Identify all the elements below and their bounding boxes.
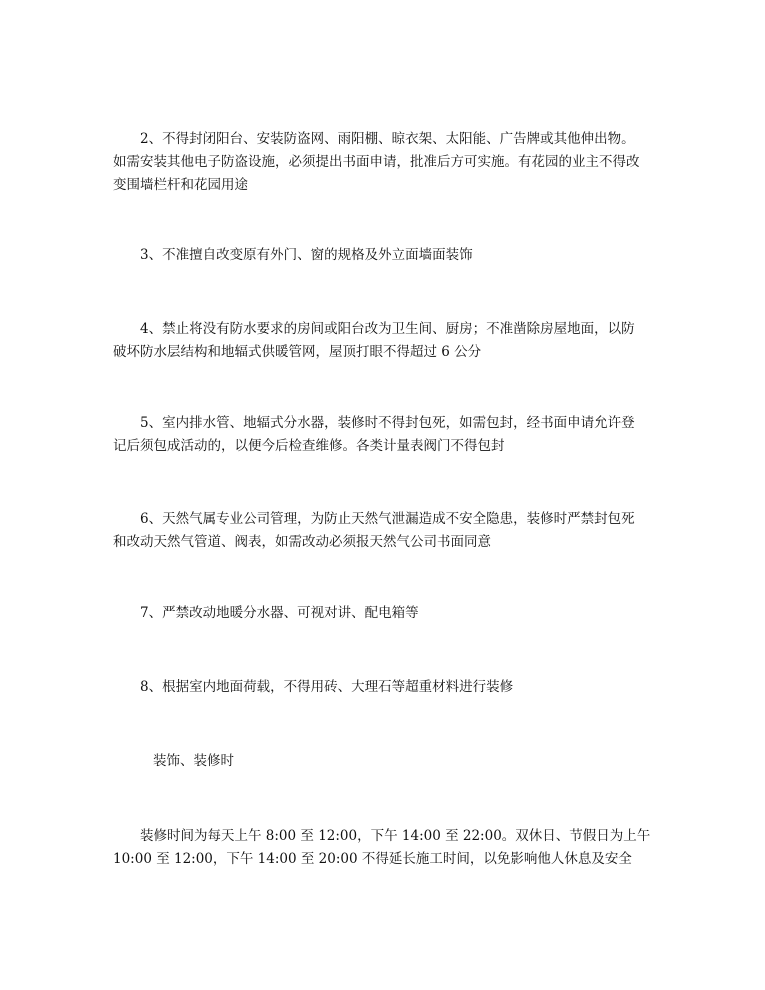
- paragraph-line: 2、不得封闭阳台、安装防盗网、雨阳棚、晾衣架、太阳能、广告牌或其他伸出物。: [140, 131, 635, 147]
- paragraph-line: 4、禁止将没有防水要求的房间或阳台改为卫生间、厨房；不准凿除房屋地面，以防: [140, 321, 635, 337]
- paragraph-line: 7、严禁改动地暖分水器、可视对讲、配电箱等: [140, 605, 419, 621]
- paragraph-item-4: [113, 318, 653, 364]
- paragraph-line: 变围墙栏杆和花园用途: [113, 177, 248, 193]
- paragraph-line: 5、室内排水管、地辐式分水器，装修时不得封包死，如需包封，经书面申请允许登: [140, 415, 635, 431]
- paragraph-line: 记后须包成活动的，以便今后检查维修。各类计量表阀门不得包封: [113, 438, 505, 454]
- paragraph-line: 10:00 至 12:00，下午 14:00 至 20:00 不得延长施工时间，以免影响他人休息及安全: [113, 851, 632, 867]
- paragraph-line: 3、不准擅自改变原有外门、窗的规格及外立面墙面装饰: [140, 247, 473, 263]
- paragraph-item-7: [113, 602, 653, 625]
- paragraph-line: 和改动天然气管道、阀表，如需改动必须报天然气公司书面同意: [113, 534, 491, 550]
- paragraph-renovation-hours: [113, 825, 653, 871]
- paragraph-item-6: [113, 508, 653, 554]
- paragraph-line: 6、天然气属专业公司管理，为防止天然气泄漏造成不安全隐患，装修时严禁封包死: [140, 511, 635, 527]
- paragraph-item-3: [113, 244, 653, 267]
- section-heading-text: 装饰、装修时: [153, 753, 234, 769]
- section-heading: [113, 750, 653, 773]
- paragraph-line: 破坏防水层结构和地辐式供暖管网，屋顶打眼不得超过 6 公分: [113, 344, 482, 360]
- paragraph-item-8: [113, 676, 653, 699]
- paragraph-item-5: [113, 412, 653, 458]
- paragraph-line: 8、根据室内地面荷载，不得用砖、大理石等超重材料进行装修: [140, 679, 514, 695]
- paragraph-line: 如需安装其他电子防盗设施，必须提出书面申请，批准后方可实施。有花园的业主不得改: [113, 154, 640, 170]
- paragraph-item-2: [113, 128, 653, 197]
- paragraph-line: 装修时间为每天上午 8:00 至 12:00，下午 14:00 至 22:00。双休日、节假日为上午: [140, 828, 651, 844]
